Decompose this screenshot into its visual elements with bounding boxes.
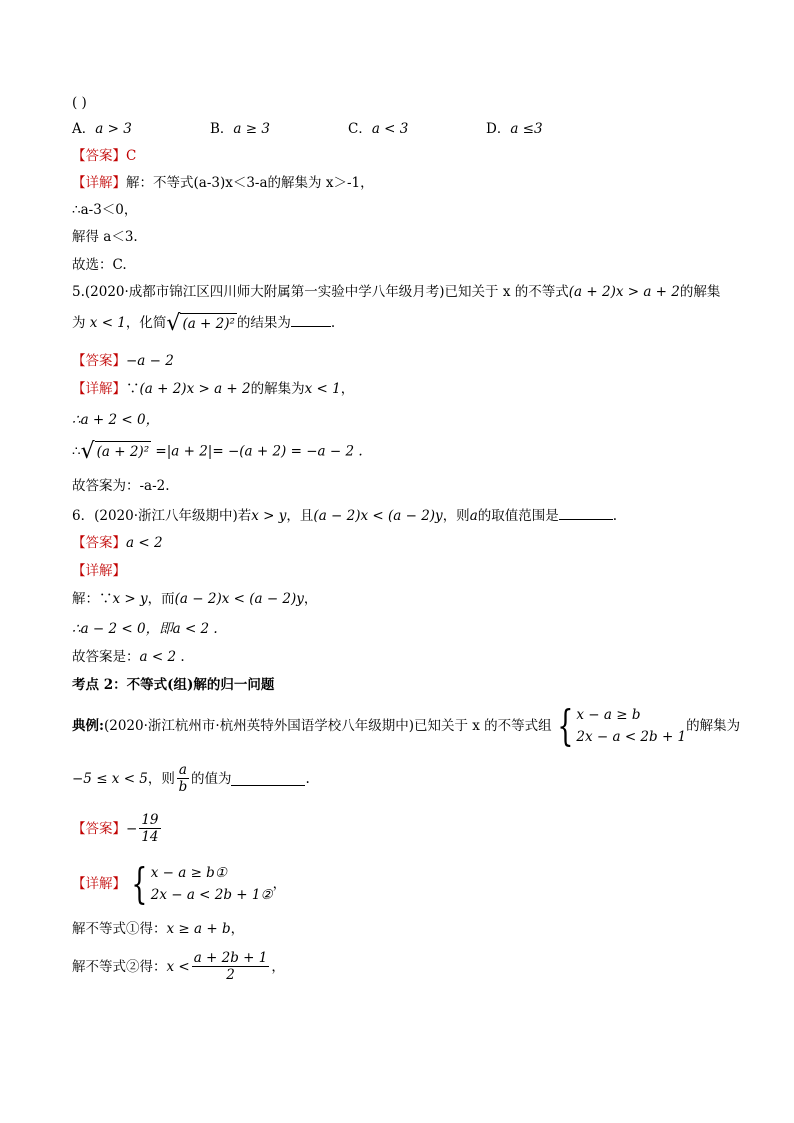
sqrt-expression: √ (a + 2)² — [166, 310, 235, 336]
option-d: D．a ≤3 — [486, 121, 543, 137]
q6-detail-line2: ∴a − 2 < 0，即a < 2 . — [72, 621, 218, 637]
q6-stem: 6．(2020·浙江八年级期中)若x > y，且(a − 2)x < (a − 2)y，则a的取值范围是 . — [72, 505, 617, 525]
example-tag: 典例: — [72, 718, 104, 734]
q4-detail-line4: 故选：C. — [72, 257, 127, 273]
q4-answer — [72, 147, 136, 165]
q5-detail-line4: 故答案为：-a-2. — [72, 478, 170, 494]
answer-value: C — [126, 148, 137, 164]
q5-stem-line2: 为 x < 1，化简 √ (a + 2)² 的结果为 . — [72, 310, 336, 336]
q6-detail-line3: 故答案是：a < 2 . — [72, 649, 185, 665]
q4-detail-line1: 【详解】解：不等式(a-3)x＜3-a的解集为 x＞-1， — [72, 175, 374, 191]
example-detail-system: 【详解】 { x − a ≥ b① 2x − a < 2b + 1② ， — [72, 859, 287, 908]
section-heading: 考点 2：不等式(组)解的归一问题 — [72, 677, 275, 693]
example-step2: 解不等式②得： x < $\frac{a + 2b + 1}{2}$ ， — [72, 950, 285, 983]
example-answer: 【答案】 − $\frac{19}{14}$ — [72, 812, 159, 845]
q4-options — [72, 120, 722, 138]
q5-detail-line2: ∴a + 2 < 0， — [72, 412, 160, 428]
fraction-a-over-b: $\frac{a}{b}$ — [178, 762, 188, 795]
example-stem-line2: −5 ≤ x < 5 ，则 $\frac{a}{b}$ 的值为 . — [72, 762, 310, 795]
inequality-system: { x − a ≥ b 2x − a < 2b + 1 — [557, 701, 687, 750]
answer-blank — [291, 312, 331, 327]
option-c: C．a < 3 — [348, 121, 409, 137]
option-b: B．a ≥ 3 — [210, 121, 270, 137]
q6-answer: 【答案】a < 2 — [72, 535, 163, 551]
answer-tag: 【答案】 — [72, 148, 126, 164]
q5-stem-line1: 5.(2020·成都市锦江区四川师大附属第一实验中学八年级月考)已知关于 x 的不等式(a + 2)x > a + 2的解集 — [72, 284, 721, 300]
option-a: A．a > 3 — [72, 121, 132, 137]
example-step1: 解不等式①得：x ≥ a + b， — [72, 921, 245, 937]
answer-blank — [231, 771, 305, 786]
q5-detail-line3: ∴ √ (a + 2)² =|a + 2|= −(a + 2) = −a − 2 . — [72, 439, 363, 464]
q5-answer: 【答案】−a − 2 — [72, 353, 174, 369]
q6-detail-tag: 【详解】 — [72, 563, 126, 579]
example-stem-line1: 典例: (2020·浙江杭州市·杭州英特外国语学校八年级期中)已知关于 x 的不等式组 { x − a ≥ b 2x − a < 2b + 1 的解集为 — [72, 701, 741, 750]
q4-detail-line3: 解得 a＜3. — [72, 229, 138, 245]
answer-blank — [559, 505, 613, 520]
q6-detail-line1: 解：∵x > y，而(a − 2)x < (a − 2)y， — [72, 591, 318, 607]
q5-detail-line1: 【详解】∵(a + 2)x > a + 2的解集为x < 1， — [72, 381, 355, 397]
q4-detail-line2: ∴a-3＜0， — [72, 202, 138, 218]
detail-tag: 【详解】 — [72, 175, 126, 191]
q4-paren: ( ) — [72, 95, 87, 111]
